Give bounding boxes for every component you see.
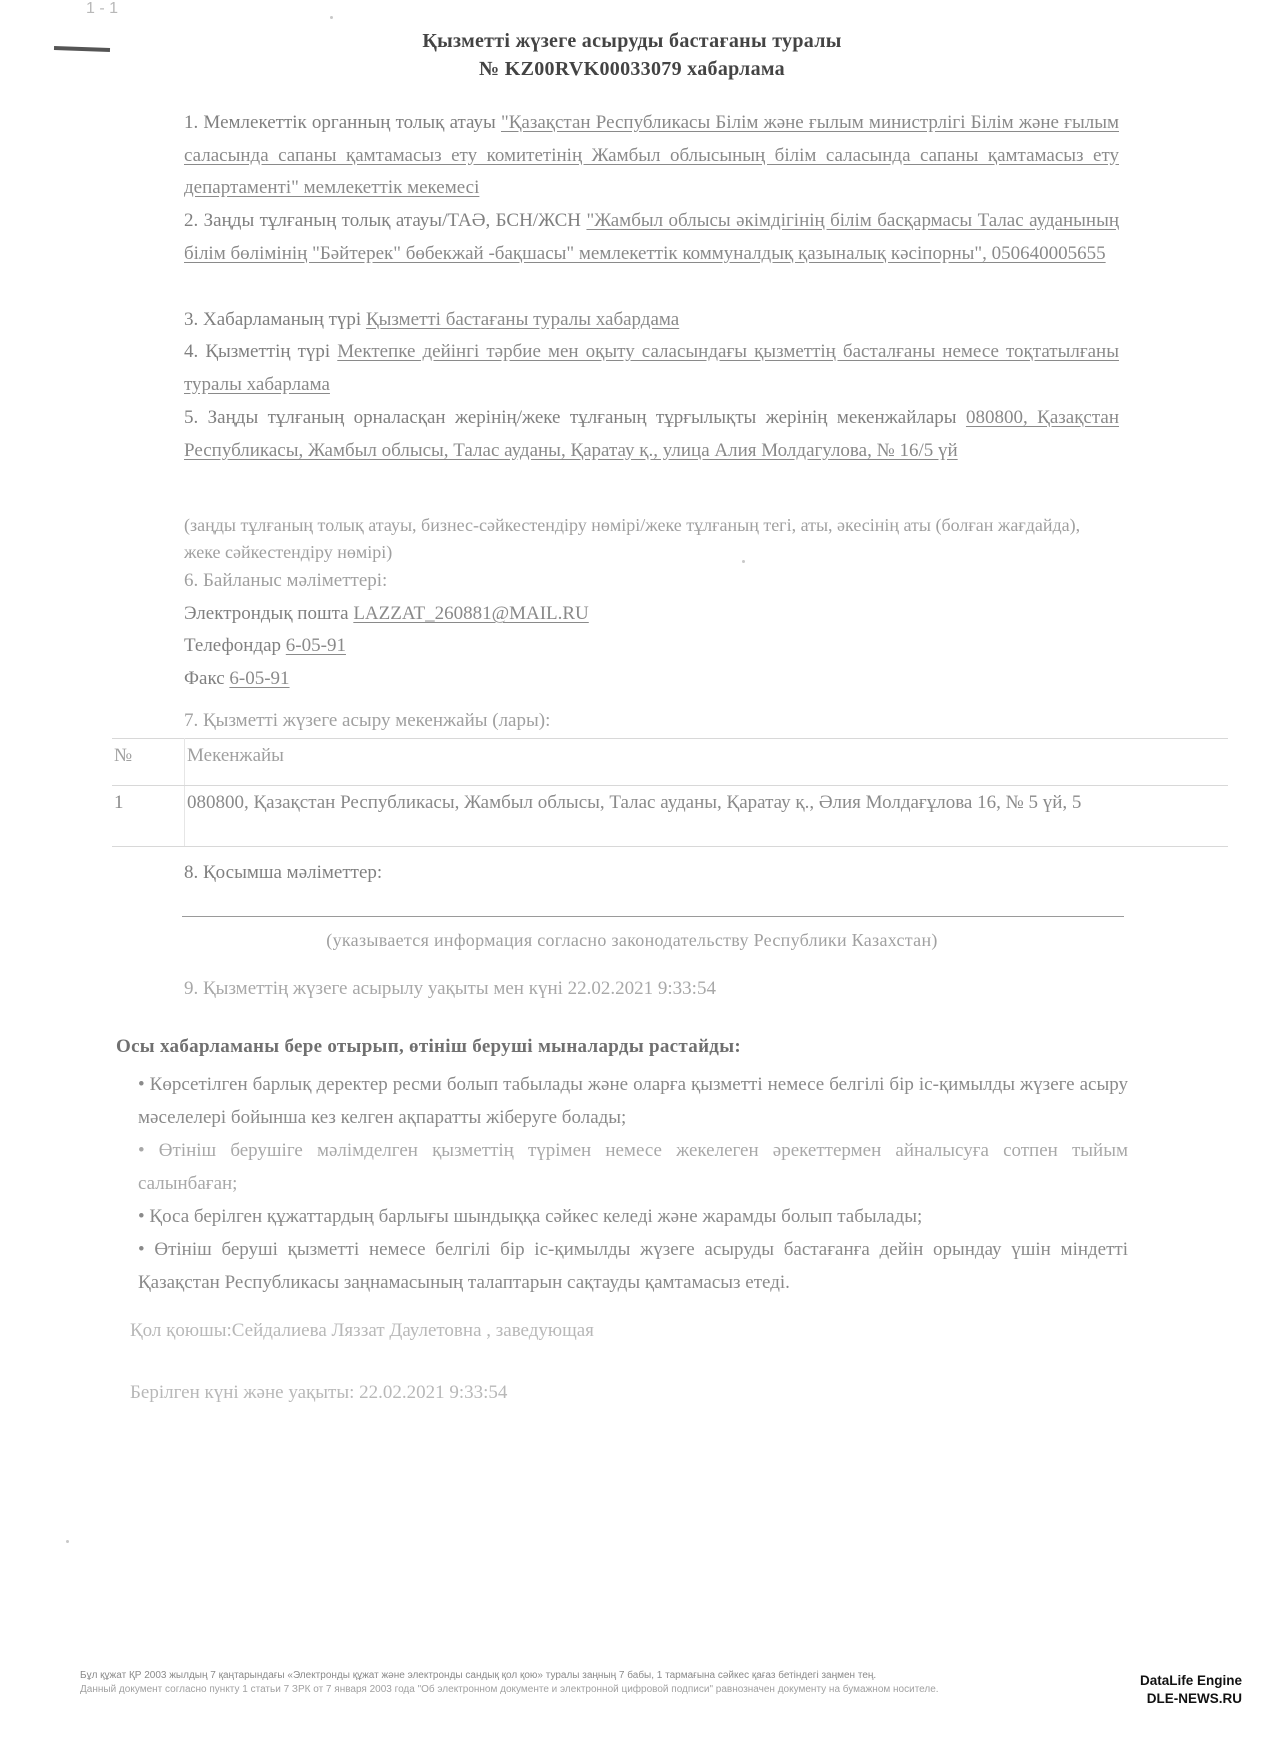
item-9-datetime [184, 978, 716, 1000]
confirmation-list [138, 1068, 1128, 1299]
email-label: Электрондық пошта [184, 603, 354, 624]
fax-label: Факс [184, 668, 230, 689]
identification-note: (заңды тұлғаның толық атауы, бизнес-сәйкестендіру нөмірі/жеке тұлғаның тегі, аты, әкесінің аты (болған жағдайда), жеке сәйкестендіру нөмірі) [184, 515, 1081, 562]
item-9-label: 9. Қызметтің жүзеге асырылу уақыты мен күні [184, 978, 568, 999]
watermark-line-1: DataLife Engine [1139, 1673, 1242, 1688]
scan-speck [742, 560, 745, 563]
email-value: LAZZAT_260881@MAIL.RU [353, 603, 589, 624]
phone-row [184, 635, 346, 657]
signatory: Қол қоюшы:Сейдалиева Ляззат Даулетовна , заведующая [130, 1320, 594, 1341]
fax-value: 6-05-91 [229, 668, 290, 689]
legal-footer-kk: Бұл құжат ҚР 2003 жылдың 7 қаңтарындағы «Электронды құжат және электронды сандық қол қою» туралы заңның 7 бабы, 1 тармағына сәйкес қағаз бетіндегі заңмен тең. [80, 1670, 877, 1681]
issued-datetime: Берілген күні және уақыты: 22.02.2021 9:33:54 [130, 1382, 508, 1403]
phone-label: Телефондар [184, 635, 286, 656]
list-item: • Өтініш беруші қызметті немесе белгілі бір іс-қимылды жүзеге асыруды бастағанға дейін орындау үшін міндетті Қазақстан Республикасы заңнамасының талаптарын сақтауды қамтамасыз етеді. [138, 1239, 1128, 1293]
list-item: • Көрсетілген барлық деректер ресми болып табылады және оларға қызметті немесе белгілі бір іс-қимылды жүзеге асыру мәселелері бойынша кез келген ақпаратты жіберуге болады; [138, 1074, 1128, 1128]
email-row [184, 603, 589, 625]
table-row [112, 786, 1228, 847]
row-address: 080800, Қазақстан Республикасы, Жамбыл облысы, Талас ауданы, Қаратау қ., Әлия Молдағұлова 16, № 5 үй, 5 [185, 786, 1229, 847]
phone-value: 6-05-91 [285, 635, 346, 656]
col-header-address: Мекенжайы [185, 739, 1229, 786]
item-4-value: Мектепке дейінгі тәрбие мен оқыту саласындағы қызметтің басталғаны немесе тоқтатылғаны туралы хабарлама [184, 341, 1119, 395]
fax-row [184, 668, 290, 690]
item-2-value: "Жамбыл облысы әкімдігінің білім басқармасы Талас ауданының білім бөлімінің "Бәйтерек" бөбекжай -бақшасы" мемлекеттік коммуналдық қазыналық кәсіпорны", 050640005655 [184, 210, 1119, 264]
item-3-label: 3. Хабарламаның түрі [184, 309, 366, 330]
extra-info-blank-line [182, 916, 1124, 917]
contacts-heading: 6. Байланыс мәліметтері: [184, 570, 388, 591]
item-5-label: 5. Заңды тұлғаның орналасқан жерінің/жеке тұлғаның тұрғылықты жерінің мекенжайлары [184, 407, 966, 428]
legal-footer-ru: Данный документ согласно пункту 1 статьи 7 ЗРК от 7 января 2003 года "Об электронном документе и электронной цифровой подписи" равнозначен документу на бумажном носителе. [80, 1684, 939, 1694]
document-number: № KZ00RVK00033079 хабарлама [479, 58, 785, 80]
item-4-label: 4. Қызметтің түрі [184, 341, 338, 362]
item-3-value: Қызметті бастағаны туралы хабардама [365, 309, 680, 330]
item-3-notice-type [184, 304, 1119, 337]
col-header-num: № [112, 739, 185, 786]
scan-corner-mark: 1 - 1 [86, 0, 119, 17]
item-1-authority [184, 107, 1119, 205]
list-item: • Қоса берілген құжаттардың барлығы шындыққа сәйкес келеді және жарамды болып табылады; [138, 1206, 923, 1227]
item-5-address [184, 402, 1119, 467]
item-9-value: 22.02.2021 9:33:54 [567, 978, 716, 999]
watermark-line-2: DLE-NEWS.RU [1146, 1691, 1242, 1706]
extra-info-heading: 8. Қосымша мәліметтер: [184, 862, 383, 883]
addresses-heading: 7. Қызметті жүзеге асыру мекенжайы (лары): [184, 710, 551, 731]
row-num: 1 [112, 786, 185, 847]
item-4-activity-type [184, 336, 1119, 401]
law-note: (указывается информация согласно законодательству Республики Казахстан) [326, 930, 938, 950]
item-1-label: 1. Мемлекеттік органның толық атауы [184, 112, 501, 133]
addresses-table [112, 738, 1228, 847]
watermark [1140, 1672, 1242, 1708]
document-title: Қызметті жүзеге асыруды бастағаны туралы [422, 30, 842, 52]
confirmation-heading: Осы хабарламаны бере отырып, өтініш беруші мыналарды растайды: [116, 1036, 741, 1057]
list-item: • Өтініш берушіге мәлімделген қызметтің түрімен немесе жекелеген әрекеттермен айналысуға сотпен тыйым салынбаған; [138, 1140, 1128, 1194]
table-header-row [112, 739, 1228, 786]
scan-speck [330, 16, 333, 19]
item-1-value: "Қазақстан Республикасы Білім және ғылым министрлігі Білім және ғылым саласында сапаны қамтамасыз ету комитетінің Жамбыл облысының білім саласында сапаны қамтамасыз ету департаменті" мемлекеттік мекемесі [184, 112, 1119, 198]
item-5-value: 080800, Қазақстан Республикасы, Жамбыл облысы, Талас ауданы, Қаратау қ., улица Алия Молдагулова, № 16/5 үй [184, 407, 1119, 461]
scan-speck [66, 1540, 69, 1543]
item-2-legal-entity [184, 205, 1119, 270]
item-2-label: 2. Заңды тұлғаның толық атауы/ТАӘ, БСН/ЖСН [184, 210, 587, 231]
